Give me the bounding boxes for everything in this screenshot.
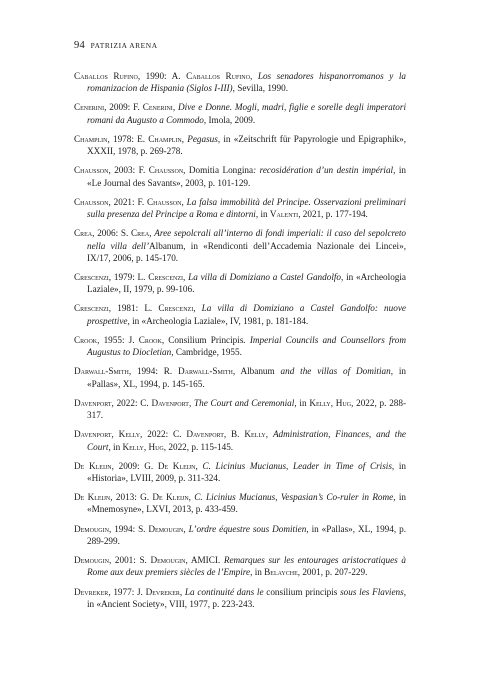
bibliography-entry (74, 365, 406, 389)
author-name: Hug (148, 441, 164, 452)
citation-text: , in «Mnemosyne», LXVI, 2013, p. 433-459. (87, 492, 407, 515)
work-title: Remarques sur les entourages aristocratiques à Rome aux deux premiers siècles de l’Empire (87, 555, 406, 578)
bibliography-entry (74, 101, 406, 125)
author-name: Demougin (74, 555, 109, 566)
author-name: Davenport (186, 429, 224, 440)
work-title: La continuité dans le (184, 586, 264, 597)
author-name: Valenti (269, 209, 299, 220)
citation-text: , Imola, 2009. (203, 114, 256, 125)
citation-text: , in «Pallas», XL, 1994, p. 145-165. (87, 366, 406, 389)
author-name: Demougin (74, 523, 109, 534)
bibliography-entry (74, 586, 406, 610)
bibliography-entry (74, 428, 406, 452)
author-name: Champlin (74, 133, 108, 144)
citation-text: , 2009: F. (104, 102, 143, 113)
citation-text: , 2021: F. (108, 196, 148, 207)
author-name: Devreker (145, 586, 180, 597)
author-name: Chausson (74, 165, 109, 176)
author-name: Davenport (74, 397, 112, 408)
citation-text: , (265, 429, 273, 440)
citation-text: , (193, 303, 202, 314)
page-number: 94 (74, 40, 85, 51)
bibliography-entry (74, 227, 406, 263)
author-name: Crea (74, 228, 93, 239)
citation-text: , 1955: J. (97, 334, 139, 345)
citation-text: , (172, 102, 178, 113)
author-name: De Kleijn (157, 460, 196, 471)
citation-text: Albanum, in «Rendiconti dell’Accademia Nazionale dei Lincei», IX/17, 2006, p. 145-170. (87, 240, 406, 263)
citation-text: , (181, 133, 188, 144)
author-name: De Kleijn (74, 492, 111, 503)
citation-text: , 2022, p. 288-317. (87, 397, 407, 421)
author-name: Kelly (244, 429, 266, 440)
author-name: Belayche (264, 567, 298, 578)
citation-text: , 2022: C. (140, 429, 187, 440)
author-name: Devreker (74, 586, 109, 597)
work-title: : recosidération d’un destin impérial (253, 165, 394, 176)
bibliography-entry (74, 334, 406, 358)
work-title: and the villas of Domitian (280, 366, 391, 377)
citation-text: , (179, 586, 185, 597)
citation-text: , in «Zeitschrift für Papyrologie und Epigraphik», XXXII, 1978, p. 269-278. (87, 133, 407, 157)
citation-text: , in (250, 567, 265, 578)
citation-text: , (249, 71, 258, 81)
author-name: De Kleijn (152, 492, 189, 503)
work-title: L’ordre équestre sous Domitien (188, 523, 307, 534)
citation-text: , in (108, 441, 123, 452)
author-name: Davenport (151, 397, 189, 408)
author-name: Chausson (147, 196, 182, 207)
work-title: Los senadores hispanorromanos y la romanizacion de Hispania (Siglos I-III) (87, 71, 406, 94)
work-title: La villa di Domiziano a Castel Gandolfo (188, 272, 342, 282)
citation-text: , 2022: C. (111, 397, 152, 408)
citation-text: , 1981: L. (108, 303, 159, 314)
citation-text: , in (255, 209, 270, 220)
citation-text: , 1979: L. (108, 272, 149, 282)
citation-text: , in «Ancient Society», VIII, 1977, p. 223-243. (87, 586, 407, 609)
bibliography-list (74, 70, 406, 617)
citation-text: , 1978: E. (107, 133, 149, 144)
bibliography-entry (74, 164, 406, 188)
work-title: La villa di Domiziano a Castel Gandolfo: nuove prospettive (87, 303, 406, 326)
citation-text: , Consilium Principis (161, 334, 244, 345)
author-name: Champlin (148, 133, 182, 144)
author-name: Crook (138, 334, 162, 345)
work-title: . Imperial Councils and Counsellors from Augustus to Diocletian (87, 334, 406, 358)
citation-text: , (143, 441, 149, 452)
citation-text: , in (294, 397, 310, 408)
bibliography-entry (74, 460, 406, 484)
citation-text: , (330, 397, 336, 408)
citation-text: , in «Archeologia Laziale», IV, 1981, p. 181-184. (127, 315, 309, 326)
citation-text: , in «Pallas», XL, 1994, p. 289-299. (87, 523, 406, 546)
citation-text: , (181, 196, 187, 207)
citation-text: , 1990: A. (137, 71, 187, 81)
author-name: Darwall-Smith (74, 366, 129, 377)
citation-text: , (188, 397, 195, 408)
citation-text: , 2009: G. (111, 460, 158, 471)
citation-text: , Albanum (232, 366, 281, 377)
work-title: C. Licinius Mucianus, Leader in Time of Crisis (202, 460, 392, 471)
bibliography-entry (74, 523, 406, 547)
citation-text: , in «Archeologia Laziale», II, 1979, p. 99-106. (87, 272, 407, 295)
bibliography-entry (74, 70, 406, 94)
bibliography-entry (74, 196, 406, 220)
citation-text: , Domitia Longina (183, 165, 254, 176)
work-title: Dive e Donne. Mogli, madri, figlie e sorelle degli imperatori romani da Augusto a Commodo (87, 102, 406, 125)
author-name: Crescenzi (74, 272, 109, 282)
author-name: Crescenzi (74, 303, 109, 314)
citation-text: , Sevilla, 1990. (232, 83, 289, 94)
citation-text: , AMICI. (185, 555, 224, 566)
work-title: C. Licinius Mucianus, Vespasian’s Co-ruler in Rome (194, 492, 394, 503)
citation-text: , B. (223, 429, 245, 440)
author-name: Caballos Rufino (74, 71, 138, 81)
author-name: Chausson (148, 165, 184, 176)
work-title: sous les Flaviens (340, 586, 404, 597)
bibliography-entry (74, 271, 406, 295)
work-title: Aree sepolcrali all’interno di fondi imperiali: il caso del sepolcreto nella villa dell’ (87, 228, 406, 251)
citation-text: , 2001, p. 207-229. (297, 567, 368, 578)
citation-text: , 1994: S. (108, 523, 149, 534)
author-name: Hug (335, 397, 352, 408)
author-name: Crescenzi (148, 272, 184, 282)
author-name: Darwall-Smith (178, 366, 233, 377)
bibliography-entry (74, 133, 406, 157)
citation-text: , 2003: F. (108, 165, 149, 176)
bibliography-entry (74, 554, 406, 578)
citation-text: , (188, 492, 195, 503)
author-name: Caballos Rufino (186, 71, 250, 81)
citation-text: , (149, 228, 155, 239)
work-title: Administration, Finances, and the Court (87, 429, 406, 452)
author-name: Cenerini (74, 102, 105, 113)
bibliography-entry (74, 397, 406, 421)
citation-text: , 1994: R. (128, 366, 179, 377)
citation-text: , 2013: G. (110, 492, 153, 503)
citation-text: , 2006: S. (92, 228, 132, 239)
work-title: The Court and Ceremonial (194, 397, 295, 408)
citation-text: , 2001: S. (108, 555, 151, 566)
author-name: Cenerini (142, 102, 173, 113)
author-name: Chausson (74, 196, 109, 207)
bibliography-entry (74, 302, 406, 326)
work-title: Pegasus (187, 133, 218, 144)
author-name: Crook (74, 334, 98, 345)
running-head (74, 40, 158, 51)
citation-text: consilium principis (263, 586, 341, 597)
citation-text: , (183, 523, 189, 534)
citation-text: , Cambridge, 1955. (171, 347, 242, 358)
author-name: Demougin (148, 523, 184, 534)
running-head-author: PATRIZIA ARENA (90, 41, 158, 50)
citation-text: , 2021, p. 177-194. (298, 209, 368, 220)
citation-text: , 1977: J. (108, 586, 146, 597)
citation-text: , in «Historia», LVIII, 2009, p. 311-324. (87, 460, 407, 483)
author-name: Crescenzi (158, 303, 194, 314)
citation-text: , 2022, p. 115-145. (163, 441, 234, 452)
author-name: Davenport, Kelly (74, 429, 141, 440)
author-name: Crea (131, 228, 150, 239)
citation-text: , in «Le Journal des Savants», 2003, p. 101-129. (87, 165, 406, 188)
work-title: La falsa immobilità del Principe. Osservazioni preliminari sulla presenza del Principe a Roma e dintorni (87, 196, 406, 220)
author-name: De Kleijn (74, 460, 112, 471)
citation-text: , (183, 272, 189, 282)
citation-text: , (195, 460, 203, 471)
bibliography-entry (74, 491, 406, 515)
author-name: Demougin (150, 555, 186, 566)
author-name: Kelly (309, 397, 331, 408)
author-name: Kelly (122, 441, 144, 452)
